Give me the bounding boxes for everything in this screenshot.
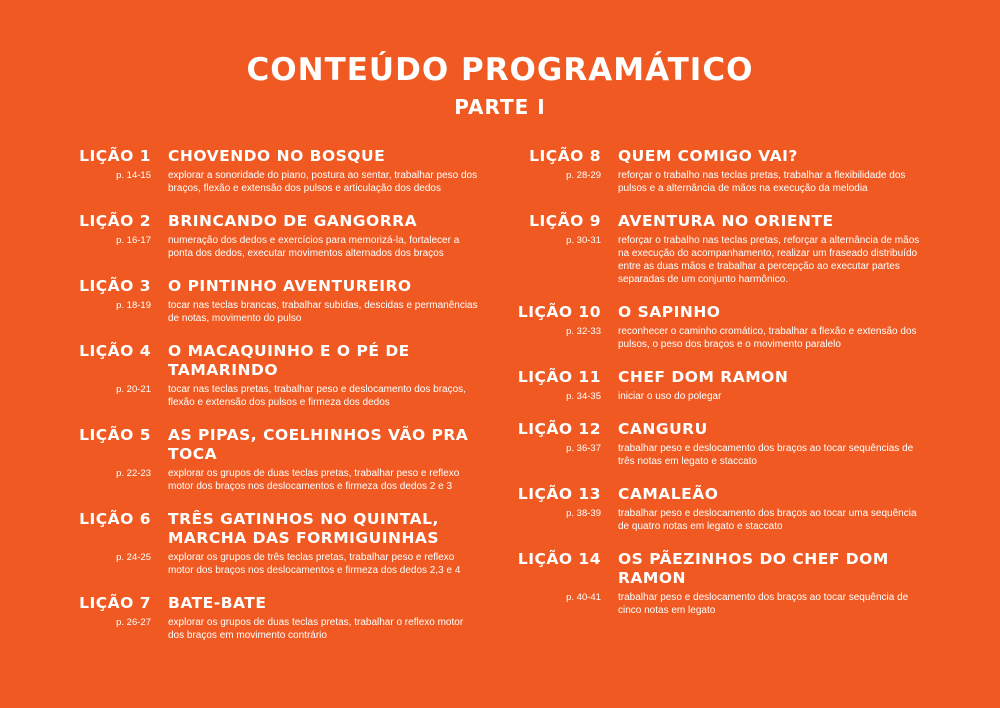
lesson-number: LIÇÃO 1: [79, 147, 151, 165]
lesson-description: trabalhar peso e deslocamento dos braços ao tocar uma sequência de quatro notas em legato e staccato: [618, 508, 917, 532]
lesson-description: tocar nas teclas pretas, trabalhar peso e deslocamento dos braços, flexão e extensão dos pulsos e firmeza dos dedos: [168, 384, 466, 408]
lesson-number: LIÇÃO 8: [529, 147, 601, 165]
lesson-pages: p. 36-37: [566, 443, 601, 454]
lesson-number: LIÇÃO 14: [517, 550, 601, 568]
lesson-item: [510, 420, 930, 468]
lesson-number: LIÇÃO 5: [79, 426, 151, 444]
lesson-number: LIÇÃO 7: [79, 594, 151, 612]
lesson-description: reforçar o trabalho nas teclas pretas, trabalhar a flexibilidade dos pulsos e a alternância de mãos na execução da melodia: [618, 170, 906, 194]
lesson-pages: p. 14-15: [116, 170, 151, 181]
page-subtitle: PARTE I: [454, 95, 546, 119]
lessons-right-column: [510, 147, 930, 617]
lesson-item: [510, 212, 930, 286]
lesson-title: TRÊS GATINHOS NO QUINTAL, MARCHA DAS FORMIGUINHAS: [168, 510, 440, 547]
lesson-item: [510, 368, 930, 403]
lesson-description: reforçar o trabalho nas teclas pretas, reforçar a alternância de mãos na execução do acompanhamento, realizar um fraseado distribuído entre as duas mãos e trabalhar a percepção ao executar partes separadas de um conjunto harmônico.: [618, 235, 920, 285]
lesson-number: LIÇÃO 9: [529, 212, 601, 230]
lesson-pages: p. 38-39: [566, 508, 601, 519]
lesson-item: [510, 550, 930, 617]
lesson-description: explorar a sonoridade do piano, postura ao sentar, trabalhar peso dos braços, flexão e extensão dos pulsos e articulação dos dedos: [168, 170, 478, 194]
lesson-title: O SAPINHO: [618, 303, 721, 321]
lesson-description: tocar nas teclas brancas, trabalhar subidas, descidas e permanências de notas, movimento do pulso: [168, 300, 478, 324]
lesson-title: O MACAQUINHO E O PÉ DE TAMARINDO: [168, 342, 410, 379]
lesson-number: LIÇÃO 11: [517, 368, 601, 386]
page-title: CONTEÚDO PROGRAMÁTICO: [246, 52, 754, 88]
lesson-number: LIÇÃO 12: [517, 420, 601, 438]
lesson-title: OS PÃEZINHOS DO CHEF DOM RAMON: [618, 550, 889, 587]
lesson-title: CHOVENDO NO BOSQUE: [168, 147, 386, 165]
lesson-title: AVENTURA NO ORIENTE: [618, 212, 834, 230]
lesson-pages: p. 22-23: [116, 468, 151, 479]
lesson-pages: p. 34-35: [566, 391, 601, 402]
lesson-pages: p. 28-29: [566, 170, 601, 181]
lesson-description: numeração dos dedos e exercícios para memorizá-la, fortalecer a ponta dos dedos, executar movimentos alternados dos braços: [168, 235, 460, 259]
lesson-description: iniciar o uso do polegar: [618, 391, 722, 402]
lesson-title: BRINCANDO DE GANGORRA: [168, 212, 418, 230]
lesson-title: CAMALEÃO: [618, 485, 719, 503]
lesson-title: AS PIPAS, COELHINHOS VÃO PRA TOCA: [168, 426, 469, 463]
lesson-pages: p. 32-33: [566, 326, 601, 337]
lesson-number: LIÇÃO 4: [79, 342, 151, 360]
lesson-item: [510, 303, 930, 351]
lesson-number: LIÇÃO 2: [79, 212, 151, 230]
lesson-pages: p. 20-21: [116, 384, 151, 395]
lesson-pages: p. 40-41: [566, 592, 601, 603]
lesson-number: LIÇÃO 10: [517, 303, 601, 321]
lesson-description: explorar os grupos de duas teclas pretas, trabalhar peso e reflexo motor dos braços nos deslocamentos e firmeza dos dedos 2 e 3: [168, 468, 460, 492]
lesson-pages: p. 16-17: [116, 235, 151, 246]
lesson-number: LIÇÃO 13: [517, 485, 601, 503]
lesson-title: CANGURU: [618, 420, 708, 438]
lesson-title: QUEM COMIGO VAI?: [618, 147, 798, 165]
lesson-item: [60, 510, 480, 577]
lesson-item: [60, 147, 480, 195]
lesson-pages: p. 24-25: [116, 552, 151, 563]
lesson-item: [510, 485, 930, 533]
lesson-pages: p. 26-27: [116, 617, 151, 628]
lesson-description: explorar os grupos de três teclas pretas, trabalhar peso e reflexo motor dos braços nos deslocamentos e firmeza dos dedos 2,3 e 4: [168, 552, 461, 576]
lesson-pages: p. 30-31: [566, 235, 601, 246]
lesson-title: CHEF DOM RAMON: [618, 368, 789, 386]
lesson-item: [60, 212, 480, 260]
lesson-item: [60, 594, 480, 642]
lesson-number: LIÇÃO 3: [79, 277, 151, 295]
lesson-description: explorar os grupos de duas teclas pretas, trabalhar o reflexo motor dos braços em movimento contrário: [168, 617, 464, 641]
lesson-item: [60, 426, 480, 493]
lesson-description: trabalhar peso e deslocamento dos braços ao tocar sequências de três notas em legato e staccato: [618, 443, 914, 467]
lesson-item: [60, 342, 480, 409]
lesson-title: O PINTINHO AVENTUREIRO: [168, 277, 412, 295]
lesson-item: [510, 147, 930, 195]
lesson-title: BATE-BATE: [168, 594, 267, 612]
lessons-left-column: [60, 147, 480, 642]
lesson-description: trabalhar peso e deslocamento dos braços ao tocar sequência de cinco notas em legato: [618, 592, 909, 616]
lesson-number: LIÇÃO 6: [79, 510, 151, 528]
lesson-pages: p. 18-19: [116, 300, 151, 311]
lesson-description: reconhecer o caminho cromático, trabalhar a flexão e extensão dos pulsos, o peso dos braços e o movimento paralelo: [618, 326, 917, 350]
lesson-item: [60, 277, 480, 325]
